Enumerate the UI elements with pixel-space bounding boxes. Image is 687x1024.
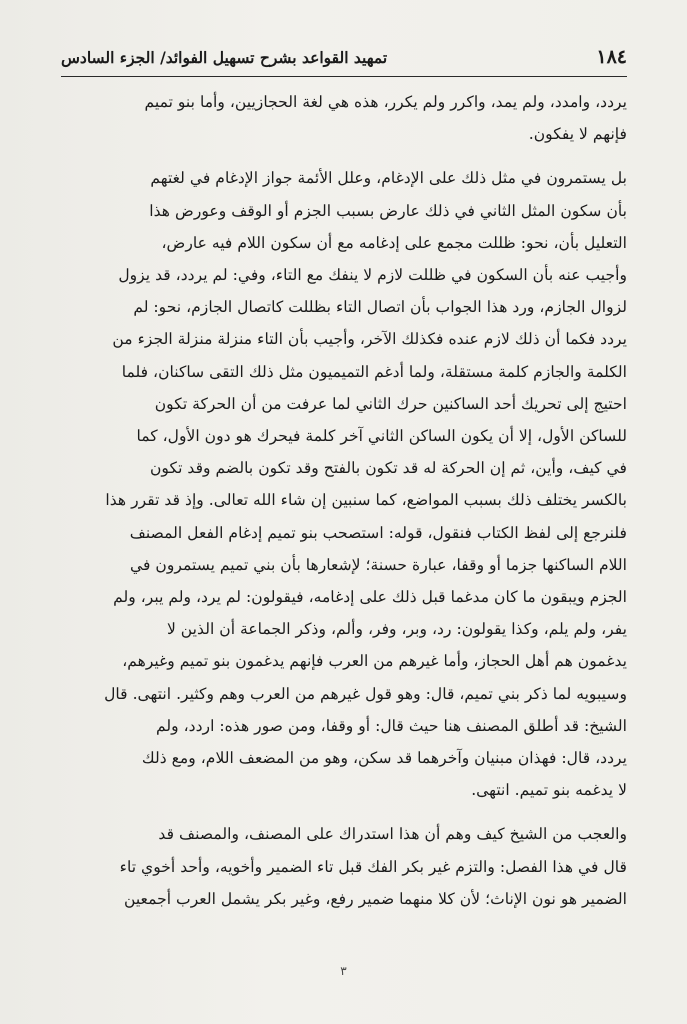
header-divider xyxy=(61,76,627,77)
page-body xyxy=(61,86,627,915)
page-header xyxy=(61,40,627,74)
paragraph: يردد، وامدد، ولم يمد، واكرر ولم يكرر، هذه هي لغة الحجازيين، وأما بنو تميم فإنهم لا يفكون. xyxy=(144,93,627,144)
running-title: تمهيد القواعد بشرح تسهيل الفوائد/ الجزء السادس xyxy=(61,47,388,67)
footer-mark: ٣ xyxy=(340,964,347,978)
paragraph: والعجب من الشيخ كيف وهم أن هذا استدراك على المصنف، والمصنف قد قال في هذا الفصل: والتزم غير بكر الفك قبل تاء الضمير وأخويه، وأحد أخوي تاء الضمير هو نون الإناث؛ لأن كلا منهما ضمير رفع، وغير بكر يشمل العرب أجمعين xyxy=(119,825,627,908)
page-number: ١٨٤ xyxy=(596,46,627,68)
paragraph: بل يستمرون في مثل ذلك على الإدغام، وعلل الأئمة جواز الإدغام في لغتهم بأن سكون المثل الثاني في ذلك عارض بسبب الجزم أو الوقف وعورض هذا التعليل بأن، نحو: ظللت مجمع على إدغامه مع أن سكون اللام فيه عارض، وأجيب عنه بأن السكون في ظللت لازم لا ينفك مع التاء، وفي: لم يردد، قد يزول لزوال الجازم، ورد هذا الجواب بأن اتصال التاء بظللت كاتصال الجازم، نحو: لم يردد فكما أن ذلك لازم عنده فكذلك الآخر، وأجيب بأن التاء منزلة منزلة الجزء من الكلمة والجازم كلمة مستقلة، ولما أدغم التميميون مثل ذلك التقى ساكنان، فلما احتيج إلى تحريك أحد الساكنين حرك الثاني لما عرفت من أن الحركة تكون للساكن الأول، إلا أن يكون الساكن الثاني آخر كلمة فيحرك هو دون الأول، كما في كيف، وأين، ثم إن الحركة له قد تكون بالفتح وقد تكون بالضم وقد تكون بالكسر يختلف ذلك بسبب المواضع، كما سنبين إن شاء الله تعالى. وإذ قد تقرر هذا فلنرجع إلى لفظ الكتاب فنقول، قوله: استصحب بنو تميم إدغام الفعل المصنف اللام الساكنها جزما أو وقفا، عبارة حسنة؛ لإشعارها بأن بني تميم يستمرون في الجزم ويبقون ما كان مدغما قبل ذلك على إدغامه، فيقولون: لم يرد، ولم يبر، ولم يفر، ولم يلم، وكذا يقولون: رد، وبر، وفر، وألم، وذكر الجماعة أن الذين لا يدغمون هم أهل الحجاز، وأما غيرهم من العرب فإنهم يدغمون بنو تميم وغيرهم، وسيبويه لما ذكر بني تميم، قال: وهو قول غيرهم من العرب وهم وكثير. انتهى. قال الشيخ: قد أطلق المصنف هنا حيث قال: أو وقفا، ومن صور هذه: اردد، ولم يردد، قال: فهذان مبنيان وآخرهما قد سكن، وهو من المضعف اللام، ومع ذلك لا يدغمه بنو تميم. انتهى. xyxy=(104,169,627,800)
